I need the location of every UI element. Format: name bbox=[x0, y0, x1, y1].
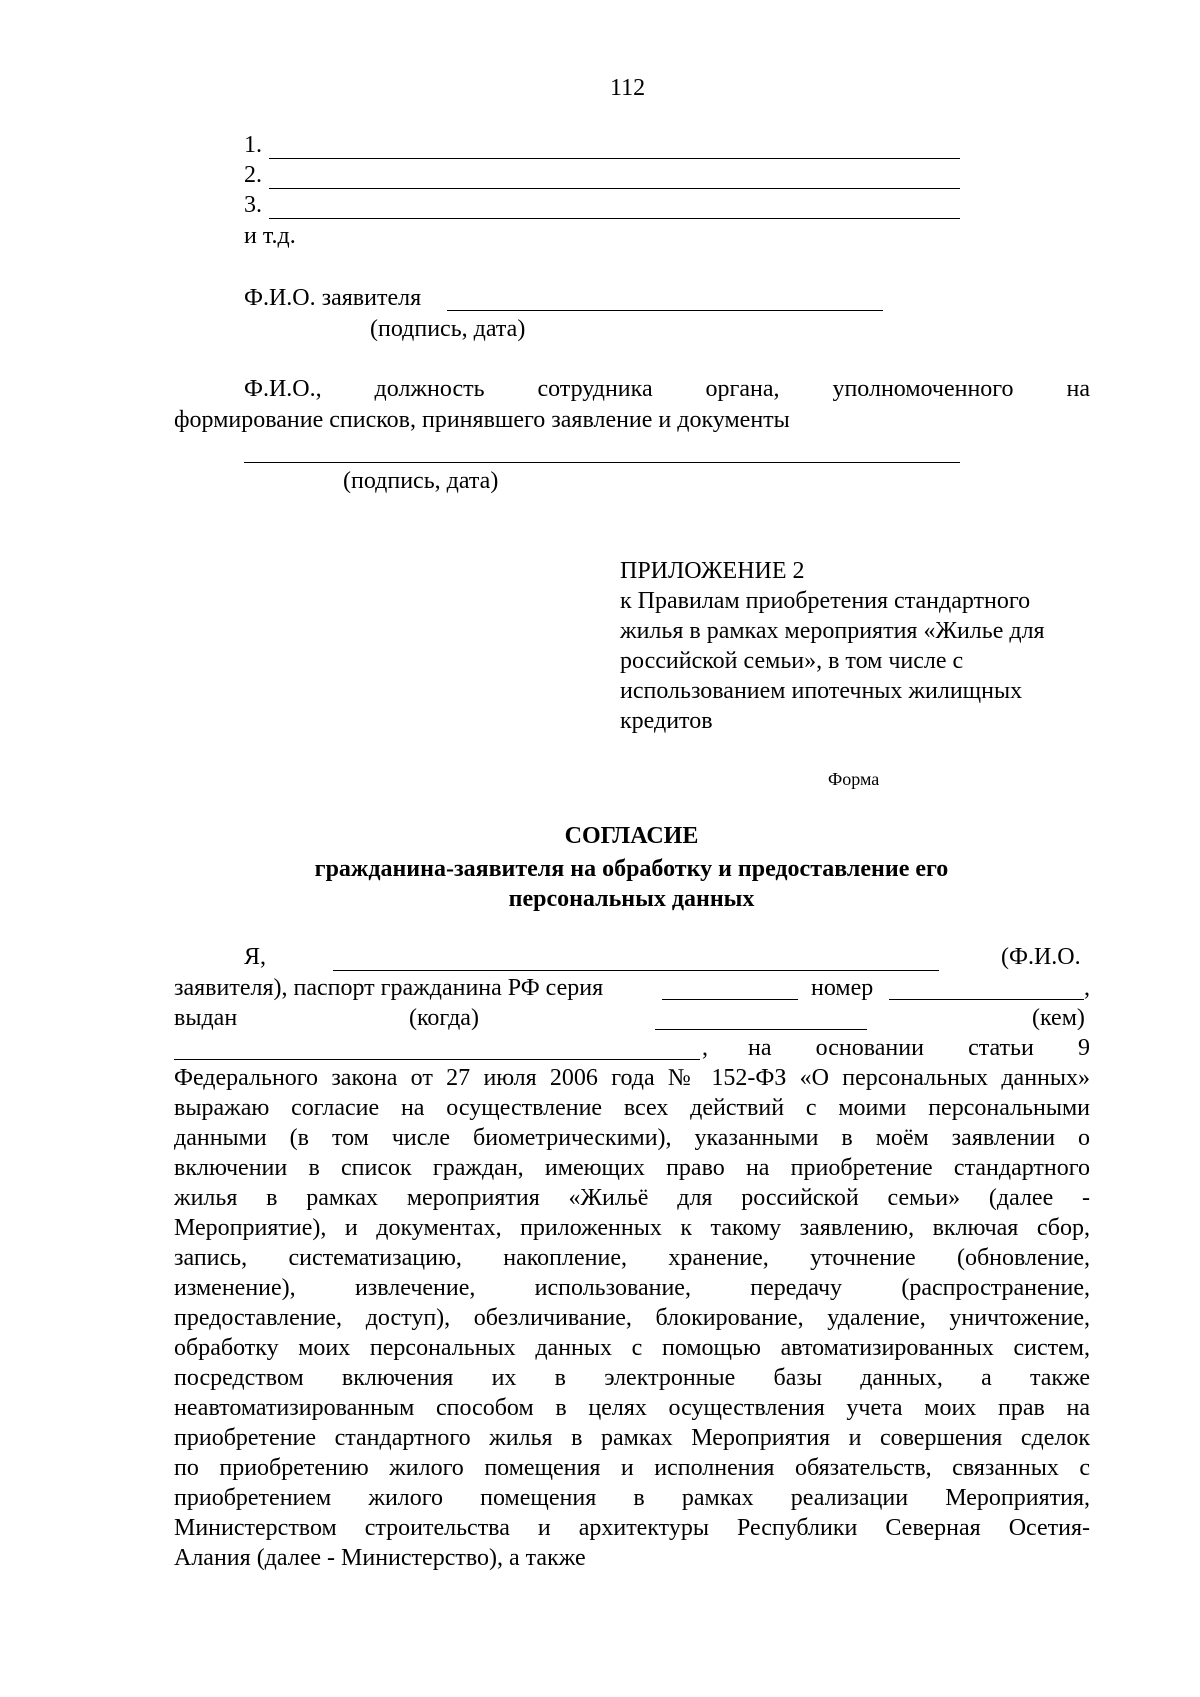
consent-body-line: Мероприятие), и документах, приложенных к такому заявлению, включая сбор, bbox=[174, 1215, 1090, 1241]
blank-line bbox=[269, 158, 960, 159]
consent-word: 9 bbox=[1077, 1035, 1090, 1061]
applicant-fio-label: Ф.И.О. заявителя bbox=[244, 285, 422, 311]
officer-signature-line bbox=[244, 462, 960, 463]
list-item-number: 1. bbox=[244, 132, 262, 158]
consent-subtitle: персональных данных bbox=[508, 886, 755, 912]
list-item-number: 2. bbox=[244, 162, 262, 188]
appendix-line: российской семьи», в том числе с bbox=[620, 648, 964, 674]
consent-ya: Я, bbox=[244, 944, 267, 970]
appendix-line: кредитов bbox=[620, 708, 713, 734]
blank-line bbox=[269, 188, 960, 189]
list-etc: и т.д. bbox=[244, 223, 296, 249]
issue-date-line bbox=[655, 1029, 867, 1030]
consent-body-line: жилья в рамках мероприятия «Жильё для российской семьи» (далее - bbox=[174, 1185, 1090, 1211]
consent-line-3b: (когда) bbox=[409, 1005, 479, 1031]
officer-word: органа, bbox=[705, 376, 780, 402]
consent-body-line: Федерального закона от 27 июля 2006 года № 152-ФЗ «О персональных данных» bbox=[174, 1065, 1090, 1091]
consent-fio-label: (Ф.И.О. bbox=[1001, 944, 1081, 970]
form-label: Форма bbox=[828, 769, 880, 789]
consent-body-line: посредством включения их в электронные базы данных, а также bbox=[174, 1365, 1090, 1391]
passport-number-line bbox=[889, 999, 1084, 1000]
blank-line bbox=[269, 218, 960, 219]
fio-blank-line bbox=[333, 970, 939, 971]
consent-line-3a: выдан bbox=[174, 1005, 238, 1031]
appendix-line: к Правилам приобретения стандартного bbox=[620, 588, 1031, 614]
officer-signature-caption: (подпись, дата) bbox=[343, 468, 499, 494]
consent-line-4 bbox=[748, 1034, 1090, 1062]
consent-body-line: Министерством строительства и архитектуры Республики Северная Осетия- bbox=[174, 1515, 1090, 1541]
consent-body-line: данными (в том числе биометрическими), указанными в моём заявлении о bbox=[174, 1125, 1090, 1151]
consent-line-3c: (кем) bbox=[1032, 1005, 1085, 1031]
consent-body-line: предоставление, доступ), обезличивание, блокирование, удаление, уничтожение, bbox=[174, 1305, 1090, 1331]
appendix-line: жилья в рамках мероприятия «Жилье для bbox=[620, 618, 1045, 644]
consent-body-line: изменение), извлечение, использование, передачу (распространение, bbox=[174, 1275, 1090, 1301]
consent-line-2b: номер bbox=[811, 975, 874, 1001]
consent-word: основании bbox=[815, 1035, 924, 1061]
consent-word: статьи bbox=[968, 1035, 1034, 1061]
consent-line-2c: , bbox=[1084, 975, 1090, 1001]
consent-line-2a: заявителя), паспорт гражданина РФ серия bbox=[174, 975, 604, 1001]
consent-title: СОГЛАСИЕ bbox=[564, 823, 699, 849]
officer-line-1 bbox=[244, 375, 1090, 403]
issuer-line bbox=[174, 1059, 700, 1060]
officer-word: уполномоченного bbox=[832, 376, 1014, 402]
consent-body-line: запись, систематизацию, накопление, хранение, уточнение (обновление, bbox=[174, 1245, 1090, 1271]
consent-body-line: обработку моих персональных данных с помощью автоматизированных систем, bbox=[174, 1335, 1090, 1361]
consent-body-line: Алания (далее - Министерство), а также bbox=[174, 1545, 586, 1571]
page-number: 112 bbox=[610, 75, 646, 101]
consent-body-line: приобретение стандартного жилья в рамках Мероприятия и совершения сделок bbox=[174, 1425, 1090, 1451]
applicant-signature-line bbox=[447, 310, 883, 311]
officer-word: должность bbox=[374, 376, 485, 402]
officer-line-2: формирование списков, принявшего заявление и документы bbox=[174, 407, 790, 433]
appendix-title: ПРИЛОЖЕНИЕ 2 bbox=[620, 558, 805, 584]
consent-body-line: неавтоматизированным способом в целях осуществления учета моих прав на bbox=[174, 1395, 1090, 1421]
passport-series-line bbox=[662, 999, 798, 1000]
consent-line-4-comma: , bbox=[702, 1035, 708, 1061]
officer-word: сотрудника bbox=[537, 376, 653, 402]
applicant-signature-caption: (подпись, дата) bbox=[370, 316, 526, 342]
consent-subtitle: гражданина-заявителя на обработку и предоставление его bbox=[314, 856, 949, 882]
consent-body-line: включении в список граждан, имеющих право на приобретение стандартного bbox=[174, 1155, 1090, 1181]
consent-body-line: выражаю согласие на осуществление всех действий с моими персональными bbox=[174, 1095, 1090, 1121]
consent-body-line: по приобретению жилого помещения и исполнения обязательств, связанных с bbox=[174, 1455, 1090, 1481]
officer-word: Ф.И.О., bbox=[244, 376, 322, 402]
officer-word: на bbox=[1066, 376, 1090, 402]
consent-body-line: приобретением жилого помещения в рамках реализации Мероприятия, bbox=[174, 1485, 1090, 1511]
appendix-line: использованием ипотечных жилищных bbox=[620, 678, 1023, 704]
consent-word: на bbox=[748, 1035, 772, 1061]
list-item-number: 3. bbox=[244, 192, 262, 218]
